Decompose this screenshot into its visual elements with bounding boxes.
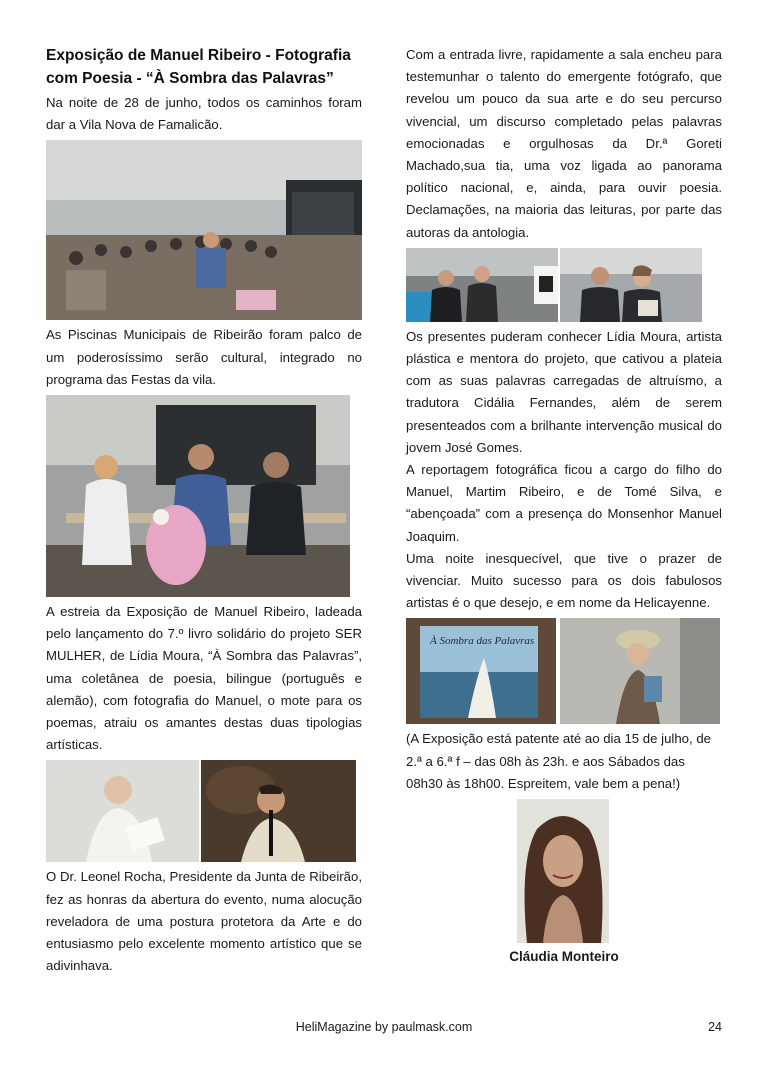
panel-speakers-photo [46, 395, 350, 597]
author-block [406, 799, 722, 964]
right-column [406, 44, 722, 964]
paragraph-premiere: A estreia da Exposição de Manuel Ribeiro, ladeada pelo lançamento do 7.º livro solidário do projeto SER MULHER, de Lídia Moura, “À Sombra das Palavras”, uma coletânea de poesia, bilingue (português e alemão), com fotografia do Manuel, o mote para os poemas, atraiu os amantes destas duas tipologias artísticas. [46, 604, 362, 753]
author-name: Cláudia Monteiro [509, 949, 619, 965]
book-cover-photo [406, 618, 556, 724]
paragraph-venue: As Piscinas Municipais de Ribeirão foram palco de um poderosíssimo serão cultural, integrado no programa das Festas da vila. [46, 327, 362, 387]
page-number: 24 [708, 1020, 722, 1034]
paragraph-guests: Os presentes puderam conhecer Lídia Moura, artista plástica e mentora do projeto, que cativou a plateia com as suas palavras carregadas de altruísmo, a tradutora Cidália Fernandes, além de serem presenteados com a brilhante intervenção musical do jovem José Gomes. [406, 328, 722, 455]
book-cover-title: À Sombra das Palavras [430, 635, 535, 648]
author-with-book-photo [560, 618, 720, 724]
paragraph-intro: Na noite de 28 de junho, todos os caminhos foram dar a Vila Nova de Famalicão. [46, 95, 362, 133]
paragraph-opening-speech: O Dr. Leonel Rocha, Presidente da Junta de Ribeirão, fez as honras da abertura do evento, numa alocução reveladora de uma postura protetora da Arte e do entusiasmo pelo excelente momento artístico que se adivinhava. [46, 869, 362, 974]
clarinet-player-photo [201, 760, 356, 862]
article-title: Exposição de Manuel Ribeiro - Fotografia com Poesia - “À Sombra das Palavras” [46, 47, 351, 87]
book-photos [406, 618, 720, 724]
reading-musician-photos [46, 760, 356, 862]
poetry-reader-photo [46, 760, 199, 862]
group-photos [406, 248, 702, 322]
left-column [46, 44, 362, 977]
paragraph-attendance: Com a entrada livre, rapidamente a sala encheu para testemunhar o talento do emergente fotógrafo, que revelou um pouco da sua arte e do seu percurso vivencial, um discurso completado pelas palavras emocionadas e orgulhosas da Dr.ª Goreti Machado,sua tia, uma voz ligada ao panorama político nacional, e, ainda, para ouvir poesia. Declamações, na maioria das leituras, por parte das autoras da antologia. [406, 47, 722, 240]
couple-photo [560, 248, 702, 322]
author-portrait [517, 799, 609, 943]
paragraph-closing: Uma noite inesquecível, que tive o prazer de vivenciar. Muito sucesso para os dois fabulosos artistas é o que desejo, e em nome da Helicayenne. [406, 550, 722, 611]
paragraph-exhibition-hours: (A Exposição está patente até ao dia 15 de julho, de 2.ª a 6.ª f – das 08h às 23h. e aos Sábados das 08h30 às 18h00. Espreitem, vale bem a pena!) [406, 731, 711, 791]
monsignor-photo [406, 248, 558, 322]
footer-publication: HeliMagazine by paulmask.com [295, 1020, 473, 1034]
paragraph-photo-credits: A reportagem fotográfica ficou a cargo do filho do Manuel, Martim Ribeiro, e de Tomé Silva, e “abençoada” com a presença do Monsenhor Manuel Joaquim. [406, 462, 722, 544]
audience-photo [46, 140, 362, 320]
